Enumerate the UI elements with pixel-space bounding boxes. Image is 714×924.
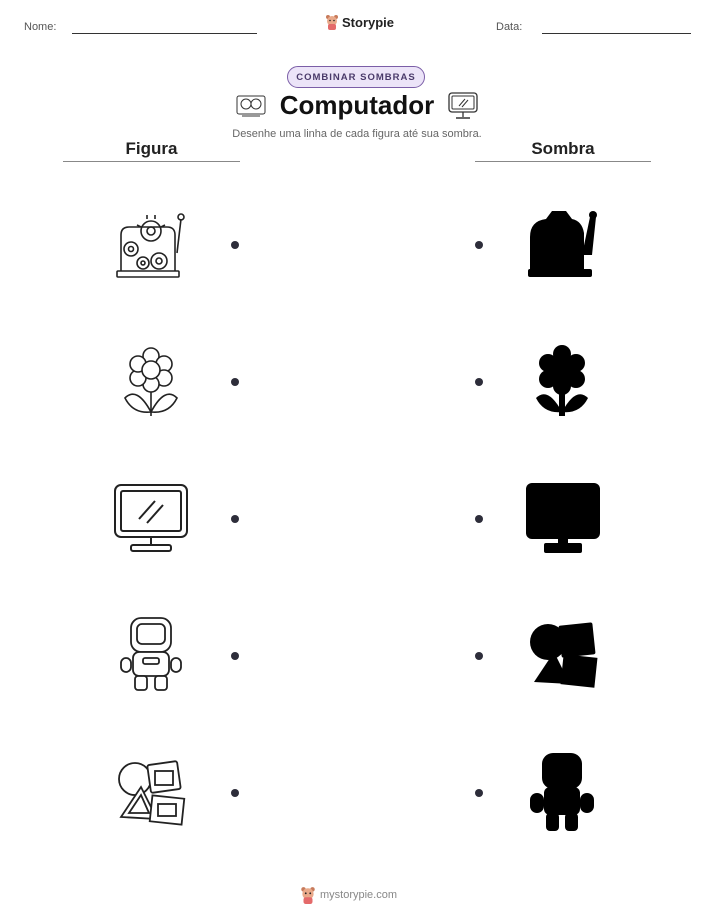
- match-dot-left[interactable]: [231, 515, 239, 523]
- column-rule-right: [475, 161, 651, 162]
- name-line[interactable]: [72, 33, 257, 34]
- instructions: Desenhe uma linha de cada figura até sua sombra.: [232, 128, 482, 140]
- date-line[interactable]: [542, 33, 691, 34]
- monitor-shadow-icon[interactable]: [522, 479, 602, 559]
- match-dot-right[interactable]: [475, 652, 483, 660]
- page-title: Computador: [279, 90, 435, 120]
- flower-shadow-icon[interactable]: [522, 342, 602, 422]
- bear-icon: [325, 14, 339, 30]
- date-label: Data:: [496, 21, 523, 33]
- shapes-icon[interactable]: [111, 753, 191, 833]
- match-dot-right[interactable]: [475, 241, 483, 249]
- name-label: Nome:: [24, 21, 57, 33]
- robot-shadow-icon[interactable]: [522, 753, 602, 833]
- match-dot-right[interactable]: [475, 789, 483, 797]
- footer-url[interactable]: mystorypie.com: [320, 889, 398, 901]
- robot-icon[interactable]: [111, 616, 191, 696]
- match-dot-right[interactable]: [475, 515, 483, 523]
- kids-icon: [236, 94, 266, 118]
- footer: [300, 886, 397, 904]
- brand-name: Storypie: [342, 14, 395, 30]
- match-dot-left[interactable]: [231, 378, 239, 386]
- match-dot-right[interactable]: [475, 378, 483, 386]
- match-dot-left[interactable]: [231, 652, 239, 660]
- column-heading-figura: Figura: [125, 139, 178, 158]
- column-heading-sombra: Sombra: [531, 139, 595, 158]
- brand-logo: [325, 14, 394, 30]
- activity-badge: COMBINAR SOMBRAS: [287, 66, 425, 88]
- shapes-shadow-icon[interactable]: [522, 616, 602, 696]
- match-dot-left[interactable]: [231, 241, 239, 249]
- match-dot-left[interactable]: [231, 789, 239, 797]
- monitor-icon: [447, 91, 479, 121]
- gears-machine-shadow-icon[interactable]: [522, 205, 602, 285]
- flower-icon[interactable]: [111, 342, 191, 422]
- gears-machine-icon[interactable]: [111, 205, 191, 285]
- column-rule-left: [63, 161, 240, 162]
- monitor-icon[interactable]: [111, 479, 191, 559]
- bear-icon: [300, 886, 316, 904]
